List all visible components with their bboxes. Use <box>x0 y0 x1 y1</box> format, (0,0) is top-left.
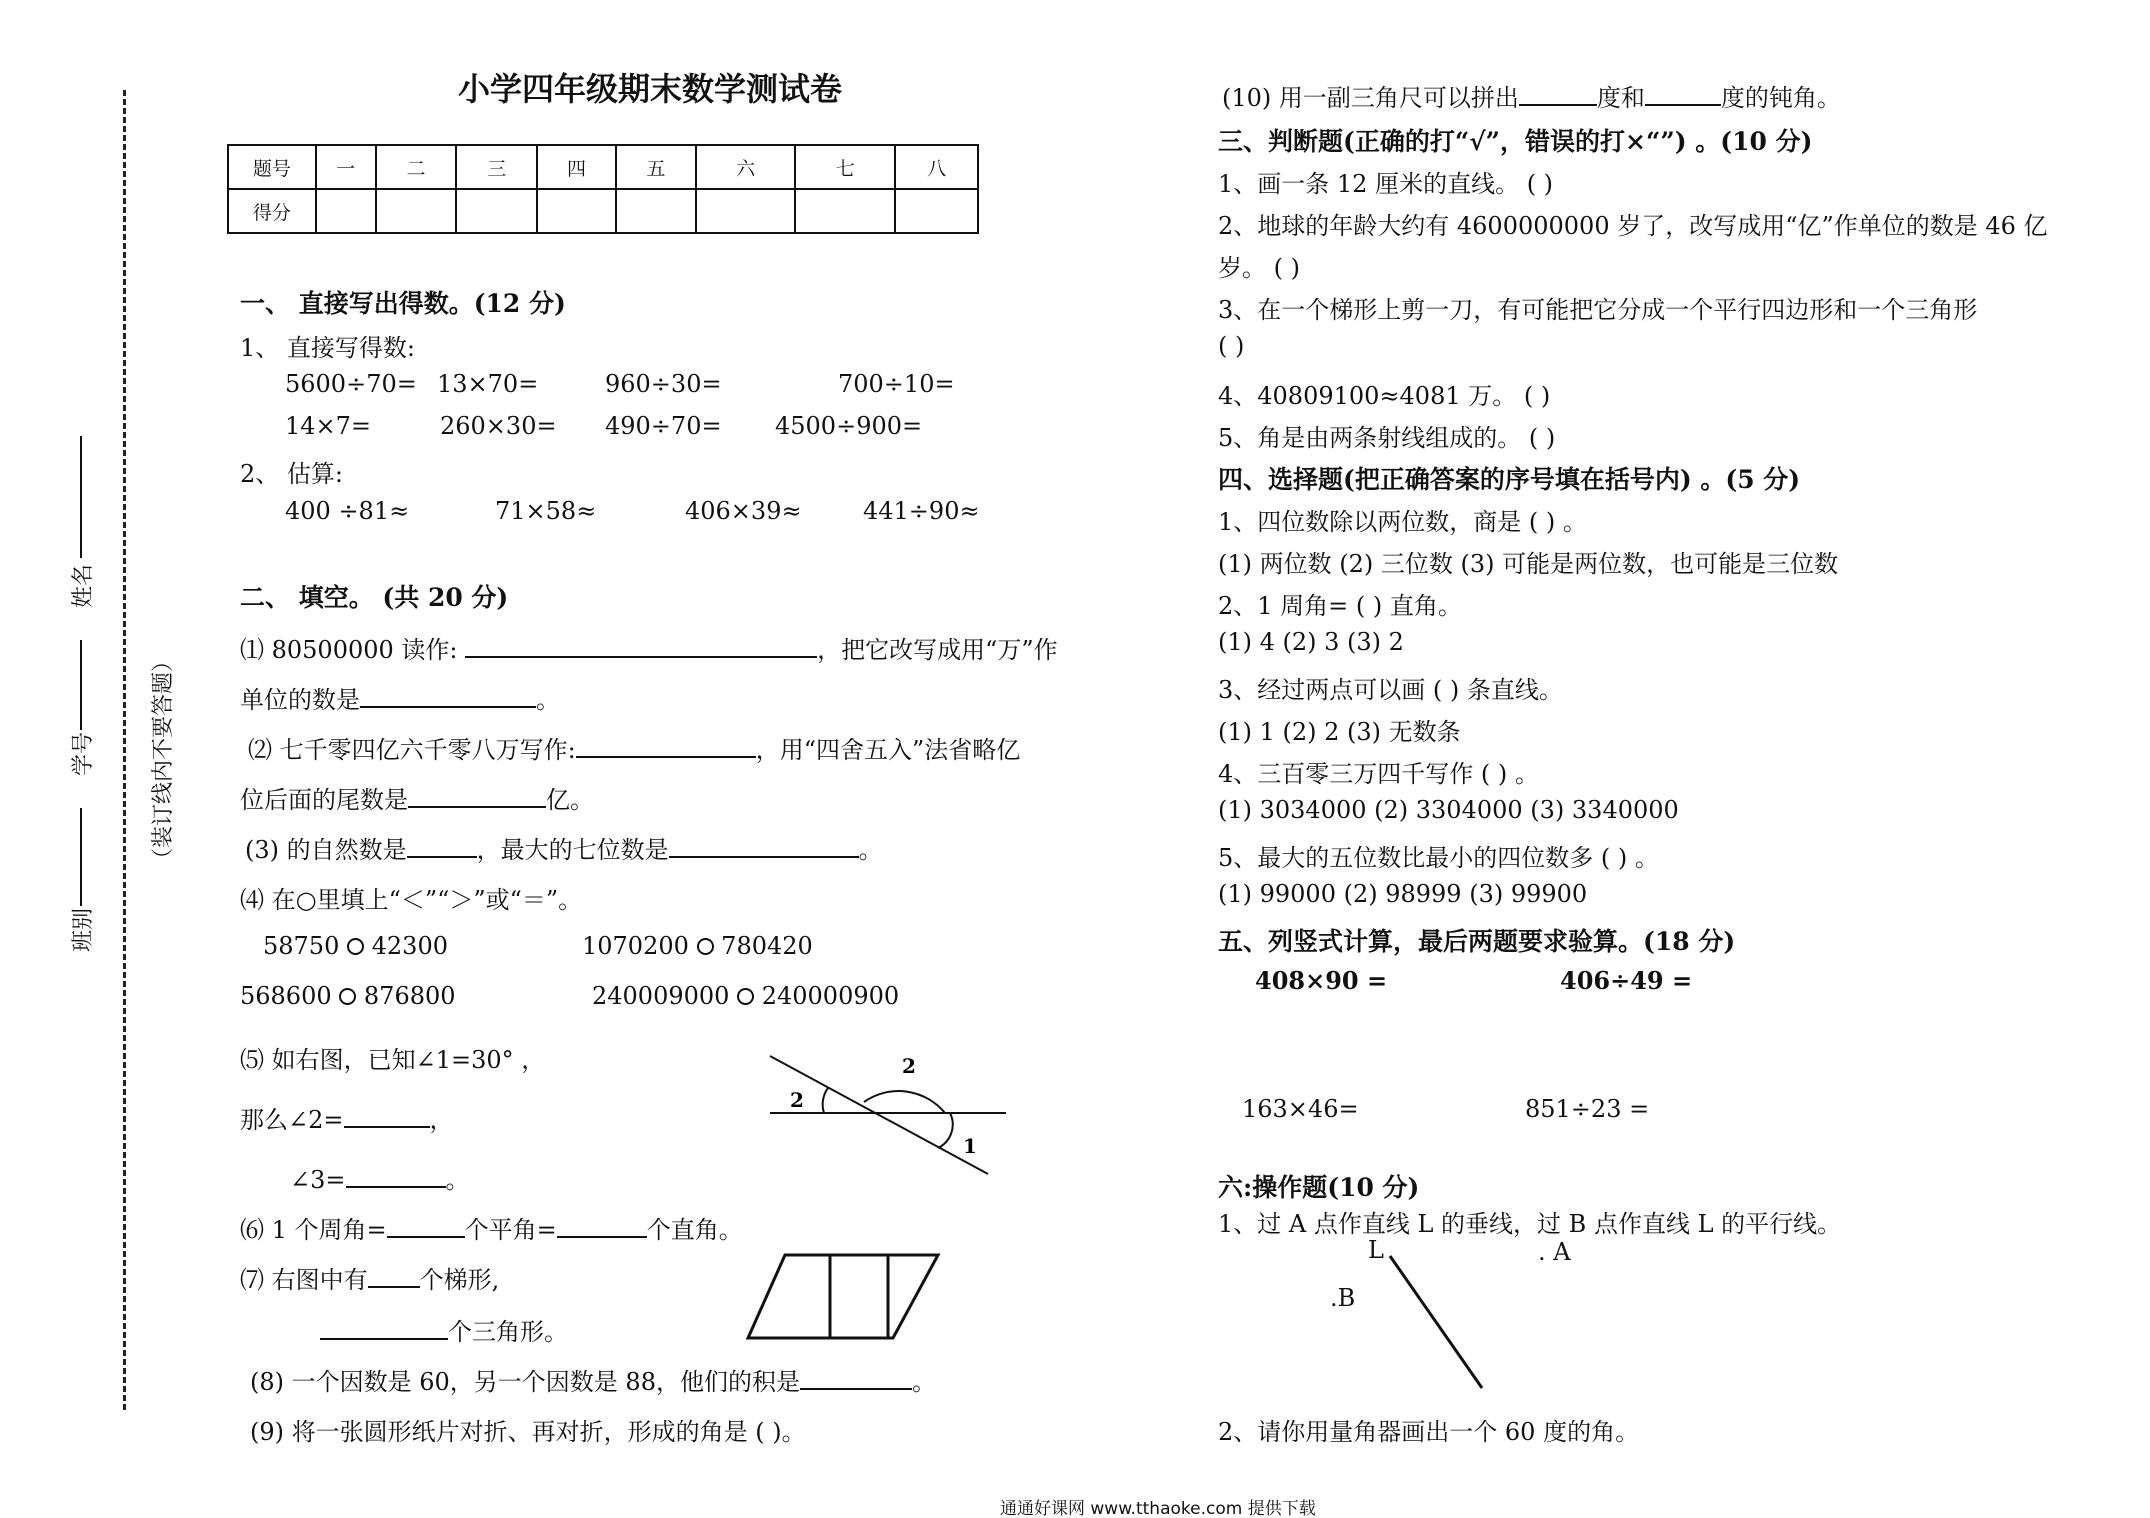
answer-blank[interactable] <box>360 684 536 708</box>
estimate-item: 400 ÷81≈ <box>285 497 410 525</box>
q5-text-3: ， <box>429 1106 454 1134</box>
answer-blank[interactable] <box>408 784 546 808</box>
q1-text-3: 单位的数是 <box>240 686 360 714</box>
q6-text-2: 个平角= <box>464 1216 557 1244</box>
table-cell: 题号 <box>228 145 316 189</box>
section-4-heading: 四、选择题(把正确答案的序号填在括号内) 。(5 分) <box>1218 465 1801 494</box>
score-cell[interactable] <box>456 189 537 233</box>
q5-text-2: 那么∠2= <box>240 1106 344 1134</box>
score-cell[interactable] <box>696 189 796 233</box>
compare-item <box>582 932 813 960</box>
point-a-label: . A <box>1538 1238 1571 1266</box>
angle-arc <box>864 1091 945 1113</box>
q10-text-3: 度的钝角。 <box>1720 84 1841 112</box>
q2-text-3: 位后面的尾数是 <box>240 786 408 814</box>
student-id-label: 学号 <box>71 731 96 776</box>
calc-item: 700÷10= <box>838 370 955 398</box>
estimate-item: 406×39≈ <box>685 497 802 525</box>
compare-left: 58750 <box>263 932 340 960</box>
score-cell[interactable] <box>376 189 457 233</box>
q10-text-2: 度和 <box>1596 84 1645 112</box>
student-id-line <box>80 640 82 730</box>
q2-line <box>248 730 1020 765</box>
choice-item: 2、1 周角= ( ) 直角。 <box>1218 592 1462 620</box>
answer-blank[interactable] <box>576 734 756 758</box>
q6-line <box>240 1210 743 1245</box>
table-cell: 得分 <box>228 189 316 233</box>
angle-figure <box>760 1050 1010 1180</box>
q7-text-2: 个梯形, <box>419 1266 500 1294</box>
q8-text-2: 。 <box>911 1368 936 1396</box>
score-cell[interactable] <box>795 189 895 233</box>
answer-blank[interactable] <box>557 1214 647 1238</box>
judge-item: 5、角是由两条射线组成的。 ( ) <box>1218 424 1556 452</box>
section-2-heading: 二、 填空。 (共 20 分) <box>240 583 509 612</box>
class-label: 班别 <box>71 907 96 952</box>
q7-text-3: 个三角形。 <box>448 1318 568 1346</box>
q1-text: ⑴ 80500000 读作: <box>240 636 458 664</box>
q1-line-2 <box>240 680 560 715</box>
line-l <box>1390 1256 1482 1388</box>
q2-text: ⑵ 七千零四亿六千零八万写作: <box>248 736 576 764</box>
q8-text: (8) 一个因数是 60，另一个因数是 88，他们的积是 <box>250 1368 800 1396</box>
calc-item: 5600÷70= <box>285 370 417 398</box>
answer-blank[interactable] <box>800 1366 912 1390</box>
calc-item: 4500÷900= <box>775 412 923 440</box>
parallelogram-outline <box>748 1255 938 1338</box>
choice-options: (1) 3034000 (2) 3304000 (3) 3340000 <box>1218 796 1679 824</box>
section-1-heading: 一、 直接写出得数。(12 分) <box>240 289 566 318</box>
answer-blank[interactable] <box>368 1264 420 1288</box>
calc-problem: 406÷49 = <box>1560 966 1693 995</box>
choice-options: (1) 99000 (2) 98999 (3) 99900 <box>1218 880 1588 908</box>
q3-line <box>245 830 883 865</box>
q7-line <box>240 1260 499 1295</box>
line-l-figure <box>1388 1254 1488 1394</box>
calc-item: 960÷30= <box>605 370 722 398</box>
answer-blank[interactable] <box>465 634 817 658</box>
calc-item: 13×70= <box>437 370 539 398</box>
judge-item: 4、40809100≈4081 万。 ( ) <box>1218 382 1551 410</box>
angle-label: 1 <box>963 1134 977 1158</box>
judge-item: 1、画一条 12 厘米的直线。 ( ) <box>1218 170 1554 198</box>
q9-text: (9) 将一张圆形纸片对折、再对折，形成的角是 ( )。 <box>250 1418 806 1446</box>
q3-text-3: 。 <box>858 836 883 864</box>
calc-item: 490÷70= <box>605 412 722 440</box>
choice-item: 5、最大的五位数比最小的四位数多 ( ) 。 <box>1218 844 1659 872</box>
compare-left: 240009000 <box>592 982 730 1010</box>
section-5-heading: 五、列竖式计算，最后两题要求验算。(18 分) <box>1218 927 1736 956</box>
q6-text: ⑹ 1 个周角= <box>240 1216 387 1244</box>
compare-circle[interactable] <box>697 938 714 955</box>
compare-item <box>263 932 448 960</box>
table-cell: 三 <box>456 145 537 189</box>
footer-credit: 通通好课网 www.tthaoke.com 提供下载 <box>1000 1499 1316 1518</box>
q5-text-5: 。 <box>445 1166 470 1194</box>
choice-item: 1、四位数除以两位数，商是 ( ) 。 <box>1218 508 1587 536</box>
calc-problem: 851÷23 = <box>1525 1095 1650 1123</box>
angle-arc <box>823 1088 828 1113</box>
compare-right: 876800 <box>363 982 456 1010</box>
choice-options: (1) 两位数 (2) 三位数 (3) 可能是两位数，也可能是三位数 <box>1218 550 1839 578</box>
choice-options: (1) 1 (2) 2 (3) 无数条 <box>1218 718 1461 746</box>
estimate-item: 71×58≈ <box>495 497 597 525</box>
judge-item: 2、地球的年龄大约有 4600000000 岁了，改写成用“亿”作单位的数是 46 亿 <box>1218 212 2048 240</box>
answer-blank[interactable] <box>387 1214 465 1238</box>
score-cell[interactable] <box>537 189 616 233</box>
compare-item <box>240 982 456 1010</box>
class-line <box>80 808 82 906</box>
angle-label: 2 <box>902 1054 916 1078</box>
q3-text: (3) 的自然数是 <box>245 836 407 864</box>
table-cell: 四 <box>537 145 616 189</box>
section-3-heading: 三、判断题(正确的打“√”，错误的打×“”) 。(10 分) <box>1218 127 1813 156</box>
judge-item: 3、在一个梯形上剪一刀，有可能把它分成一个平行四边形和一个三角形 <box>1218 296 1978 324</box>
score-cell[interactable] <box>316 189 376 233</box>
q2-line-2 <box>240 780 594 815</box>
score-table <box>227 144 979 234</box>
q5-line-3 <box>290 1160 470 1195</box>
name-line <box>80 436 82 558</box>
trapezoid-figure <box>745 1252 945 1342</box>
binding-notice: （装订线内不要答题） <box>151 649 176 870</box>
q7-text: ⑺ 右图中有 <box>240 1266 368 1294</box>
q7-line-2 <box>320 1312 568 1347</box>
compare-left: 1070200 <box>582 932 689 960</box>
answer-blank[interactable] <box>1519 82 1597 106</box>
score-cell[interactable] <box>616 189 696 233</box>
angle-arc <box>938 1113 953 1148</box>
compare-circle[interactable] <box>737 988 754 1005</box>
table-cell: 二 <box>376 145 457 189</box>
compare-right: 240000900 <box>761 982 900 1010</box>
judge-item: 岁。 ( ) <box>1218 254 1300 282</box>
compare-right: 780420 <box>721 932 813 960</box>
q8-line <box>250 1362 936 1397</box>
line-l-label: L <box>1368 1236 1384 1264</box>
answer-blank[interactable] <box>344 1104 430 1128</box>
estimate-item: 441÷90≈ <box>863 497 980 525</box>
answer-blank[interactable] <box>1645 82 1721 106</box>
compare-item <box>592 982 899 1010</box>
q2-text-2: ，用“四舍五入”法省略亿 <box>755 736 1021 764</box>
compare-right: 42300 <box>371 932 448 960</box>
q3-text-2: ，最大的七位数是 <box>476 836 669 864</box>
answer-blank[interactable] <box>346 1164 446 1188</box>
score-table-score-row <box>228 189 978 233</box>
answer-blank[interactable] <box>407 834 477 858</box>
compare-circle[interactable] <box>339 988 356 1005</box>
q1-line <box>240 630 1058 665</box>
name-label: 姓名 <box>71 563 96 608</box>
page-title: 小学四年级期末数学测试卷 <box>458 70 843 108</box>
table-cell: 七 <box>795 145 895 189</box>
q10-text: (10) 用一副三角尺可以拼出 <box>1222 84 1519 112</box>
table-cell: 六 <box>696 145 796 189</box>
s1-sub1: 1、 直接写得数: <box>240 334 415 362</box>
calc-item: 14×7= <box>285 412 372 440</box>
op-question-1: 1、过 A 点作直线 L 的垂线，过 B 点作直线 L 的平行线。 <box>1218 1210 1842 1238</box>
q4-text: ⑷ 在○里填上“＜”“＞”或“＝”。 <box>240 886 583 914</box>
q2-text-4: 亿。 <box>546 786 594 814</box>
s1-sub2: 2、 估算: <box>240 460 343 488</box>
score-table-header-row <box>228 145 978 189</box>
answer-blank[interactable] <box>669 834 859 858</box>
compare-circle[interactable] <box>347 938 364 955</box>
answer-blank[interactable] <box>320 1316 448 1340</box>
compare-left: 568600 <box>240 982 332 1010</box>
transversal-line <box>770 1056 988 1174</box>
q5-text-4: ∠3= <box>290 1166 346 1194</box>
choice-options: (1) 4 (2) 3 (3) 2 <box>1218 628 1404 656</box>
q1-text-4: 。 <box>536 686 560 714</box>
table-cell: 八 <box>895 145 978 189</box>
table-cell: 五 <box>616 145 696 189</box>
calc-problem: 163×46= <box>1242 1095 1359 1123</box>
point-b-label: .B <box>1330 1284 1356 1312</box>
calc-problem: 408×90 = <box>1255 966 1388 995</box>
q5-text: ⑸ 如右图，已知∠1=30° ， <box>240 1046 546 1074</box>
score-cell[interactable] <box>895 189 978 233</box>
choice-item: 4、三百零三万四千写作 ( ) 。 <box>1218 760 1539 788</box>
choice-item: 3、经过两点可以画 ( ) 条直线。 <box>1218 676 1563 704</box>
angle-label: 2 <box>790 1088 804 1112</box>
q1-text-2: ，把它改写成用“万”作 <box>817 636 1058 664</box>
table-cell: 一 <box>316 145 376 189</box>
op-question-2: 2、请你用量角器画出一个 60 度的角。 <box>1218 1418 1640 1446</box>
binding-dashed-line <box>123 90 126 1410</box>
judge-item: ( ) <box>1218 332 1245 360</box>
q6-text-3: 个直角。 <box>646 1216 743 1244</box>
q5-line-2 <box>240 1100 454 1135</box>
section-6-heading: 六:操作题(10 分) <box>1218 1173 1420 1202</box>
q10-line <box>1222 78 1841 113</box>
calc-item: 260×30= <box>440 412 557 440</box>
